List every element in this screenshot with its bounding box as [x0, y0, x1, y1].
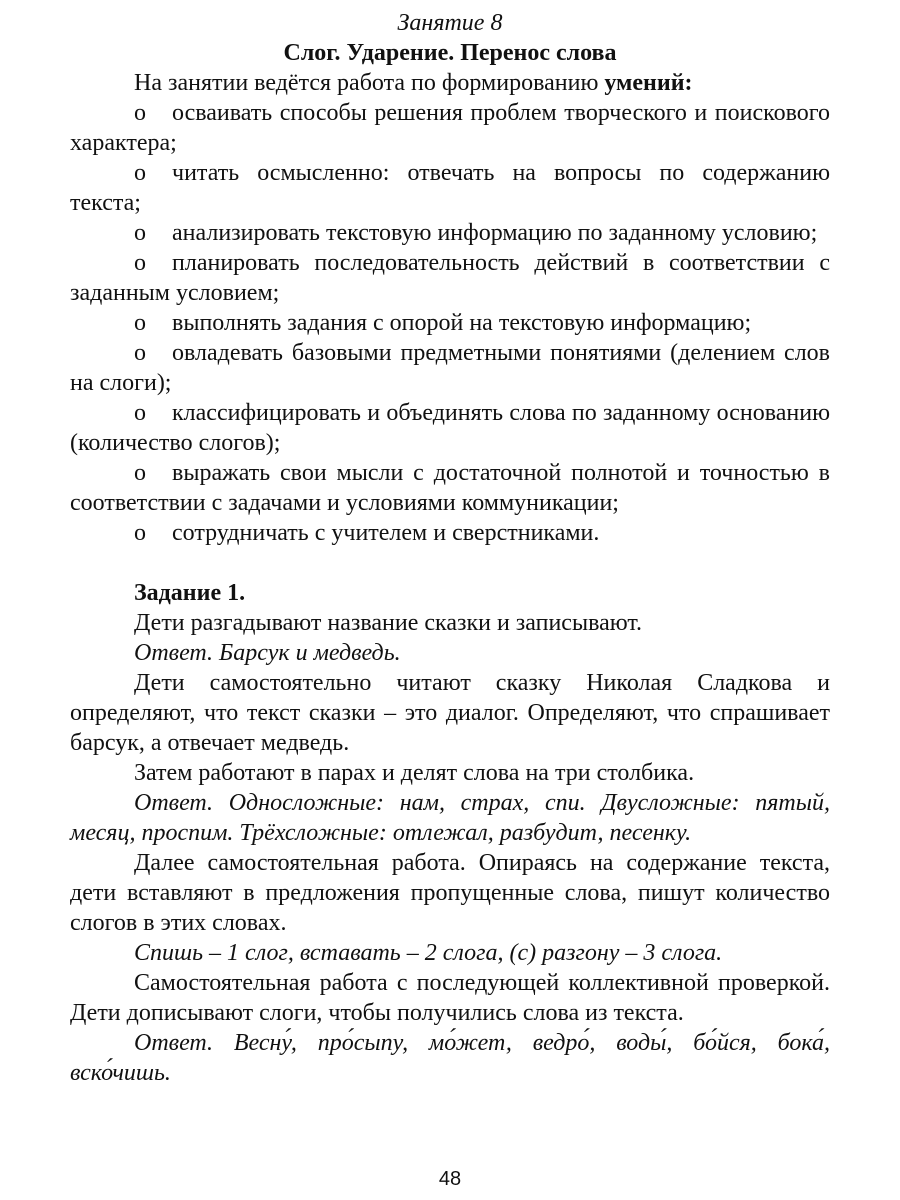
bullet-icon: o	[134, 310, 146, 336]
list-item-text: осваивать способы решения проблем творческого и поискового характера;	[70, 100, 830, 156]
list-item	[70, 98, 830, 158]
list-item	[70, 338, 830, 398]
task-heading: Задание 1.	[134, 580, 246, 606]
list-item	[70, 518, 830, 548]
bullet-icon: o	[134, 100, 146, 126]
list-item-text: выражать свои мысли с достаточной полнотой и точностью в соответствии с задачами и условиями коммуникации;	[70, 460, 830, 516]
intro-text: На занятии ведётся работа по формированию	[134, 70, 599, 96]
answer-text: Ответ. Односложные: нам, страх, спи. Двусложные: пятый, месяц, проспим. Трёхсложные: отлежал, разбудит, песенку.	[70, 790, 830, 846]
task-paragraph: Далее самостоятельная работа. Опираясь на содержание текста, дети вставляют в предложения пропущенные слова, пишут количество слогов в этих словах.	[70, 850, 830, 936]
page-title: Слог. Ударение. Перенос слова	[283, 40, 617, 66]
skills-list	[70, 98, 830, 548]
page-number: 48	[438, 1168, 462, 1190]
list-item	[70, 308, 830, 338]
list-item-text: анализировать текстовую информацию по заданному условию;	[172, 220, 818, 246]
bullet-icon: o	[134, 460, 146, 486]
intro-paragraph	[70, 68, 830, 98]
list-item-text: планировать последовательность действий в соответствии с заданным условием;	[70, 250, 830, 306]
list-item	[70, 458, 830, 518]
task-paragraph: Затем работают в парах и делят слова на три столбика.	[134, 760, 695, 786]
answer-text: Спишь – 1 слог, вставать – 2 слога, (с) разгону – 3 слога.	[134, 940, 723, 966]
task-paragraph: Самостоятельная работа с последующей коллективной проверкой. Дети дописывают слоги, чтобы получились слова из текста.	[70, 970, 830, 1026]
bullet-icon: o	[134, 250, 146, 276]
bullet-icon: o	[134, 340, 146, 366]
task-paragraph: Дети разгадывают название сказки и записывают.	[134, 610, 643, 636]
list-item	[70, 248, 830, 308]
list-item	[70, 158, 830, 218]
list-item-text: читать осмысленно: отвечать на вопросы по содержанию текста;	[70, 160, 830, 216]
bullet-icon: o	[134, 400, 146, 426]
task-paragraph: Дети самостоятельно читают сказку Николая Сладкова и определяют, что текст сказки – это диалог. Определяют, что спрашивает барсук, а отвечает медведь.	[70, 670, 830, 756]
intro-bold: умений:	[604, 70, 693, 96]
list-item-text: классифицировать и объединять слова по заданному основанию (количество слогов);	[70, 400, 830, 456]
list-item-text: выполнять задания с опорой на текстовую информацию;	[172, 310, 752, 336]
list-item	[70, 218, 830, 248]
bullet-icon: o	[134, 520, 146, 546]
list-item	[70, 398, 830, 458]
lesson-label: Занятие 8	[397, 10, 503, 36]
list-item-text: овладевать базовыми предметными понятиями (делением слов на слоги);	[70, 340, 830, 396]
section-gap	[70, 548, 830, 578]
bullet-icon: o	[134, 220, 146, 246]
list-item-text: сотрудничать с учителем и сверстниками.	[172, 520, 600, 546]
bullet-icon: o	[134, 160, 146, 186]
answer-text: Ответ. Весну́, про́сыпу, мо́жет, ведро́, воды́, бо́йся, бока́, вско́чишь.	[70, 1030, 830, 1086]
document-body	[70, 68, 830, 1088]
answer-text: Ответ. Барсук и медведь.	[134, 640, 401, 666]
